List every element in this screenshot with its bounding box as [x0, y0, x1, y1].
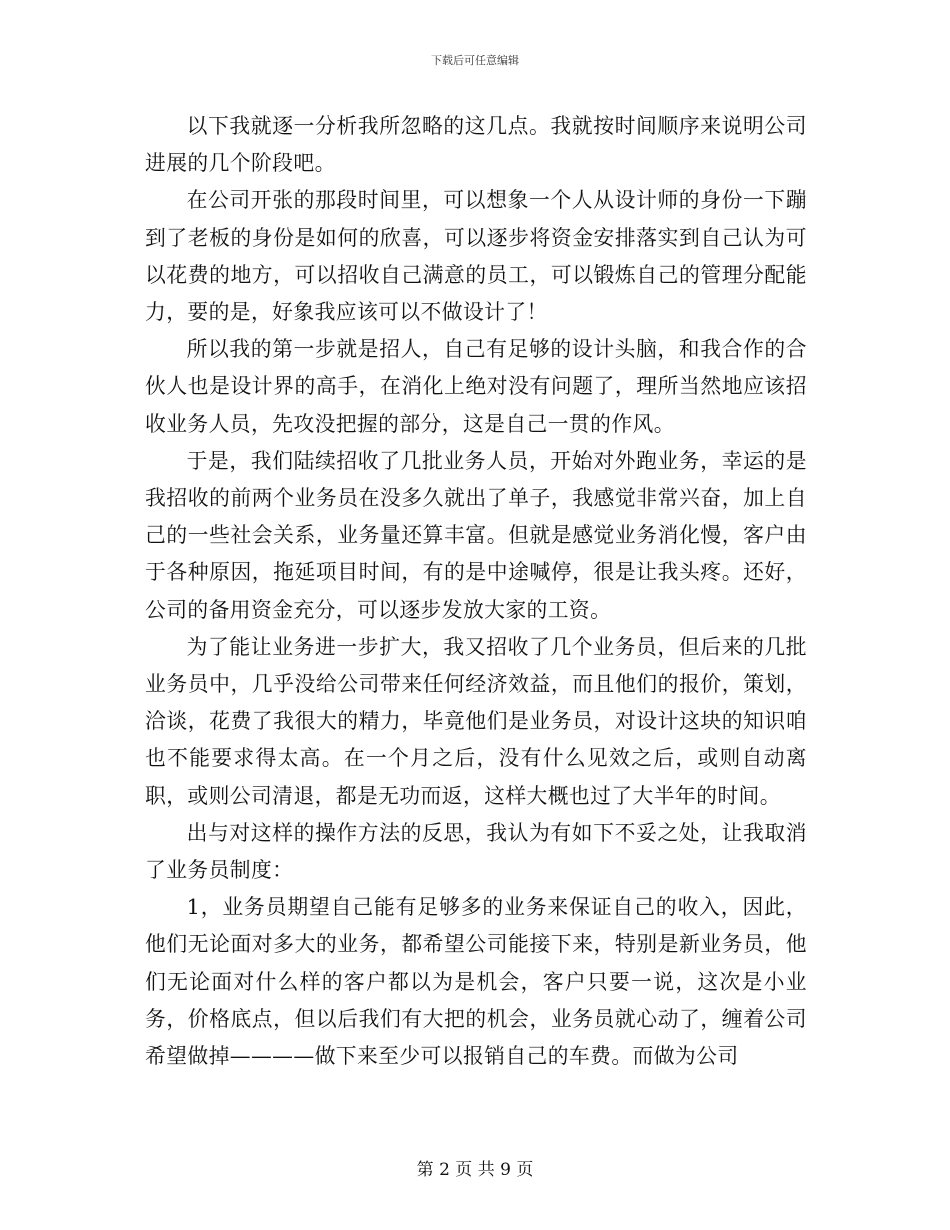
paragraph-7: 1，业务员期望自己能有足够多的业务来保证自己的收入，因此，他们无论面对多大的业务，都希望公司能接下来，特别是新业务员，他们无论面对什么样的客户都以为是机会，客户只要一说，这次是小业务，价格底点，但以后我们有大把的机会，业务员就心动了，缠着公司希望做掉————做下来至少可以报销自己的车费。而做为公司 [145, 895, 807, 1069]
paragraph-1: 以下我就逐一分析我所忽略的这几点。我就按时间顺序来说明公司进展的几个阶段吧。 [145, 114, 807, 176]
page-header: 下载后可任意编辑 [431, 54, 519, 67]
paragraph-6: 出与对这样的操作方法的反思，我认为有如下不妥之处，让我取消了业务员制度： [145, 820, 807, 883]
paragraph-5: 为了能让业务进一步扩大，我又招收了几个业务员，但后来的几批业务员中，几乎没给公司带来任何经济效益，而且他们的报价，策划，洽谈，花费了我很大的精力，毕竟他们是业务员，对设计这块的知识咱也不能要求得太高。在一个月之后，没有什么见效之后，或则自动离职，或则公司清退，都是无功而返，这样大概也过了大半年的时间。 [145, 634, 807, 808]
paragraph-3: 所以我的第一步就是招人，自己有足够的设计头脑，和我合作的合伙人也是设计界的高手，在消化上绝对没有问题了，理所当然地应该招收业务人员，先攻没把握的部分，这是自己一贯的作风。 [145, 337, 807, 436]
page-footer [0, 1155, 950, 1180]
paragraph-4: 于是，我们陆续招收了几批业务人员，开始对外跑业务，幸运的是我招收的前两个业务员在没多久就出了单子，我感觉非常兴奋，加上自己的一些社会关系，业务量还算丰富。但就是感觉业务消化慢，客户由于各种原因，拖延项目时间，有的是中途喊停，很是让我头疼。还好，公司的备用资金充分，可以逐步发放大家的工资。 [145, 448, 807, 622]
paragraph-2: 在公司开张的那段时间里，可以想象一个人从设计师的身份一下蹦到了老板的身份是如何的欣喜，可以逐步将资金安排落实到自己认为可以花费的地方，可以招收自己满意的员工，可以锻炼自己的管理分配能力，要的是，好象我应该可以不做设计了！ [145, 188, 807, 325]
document-body [145, 108, 807, 1075]
page-number-label: 第 2 页 共 9 页 [416, 1160, 534, 1180]
